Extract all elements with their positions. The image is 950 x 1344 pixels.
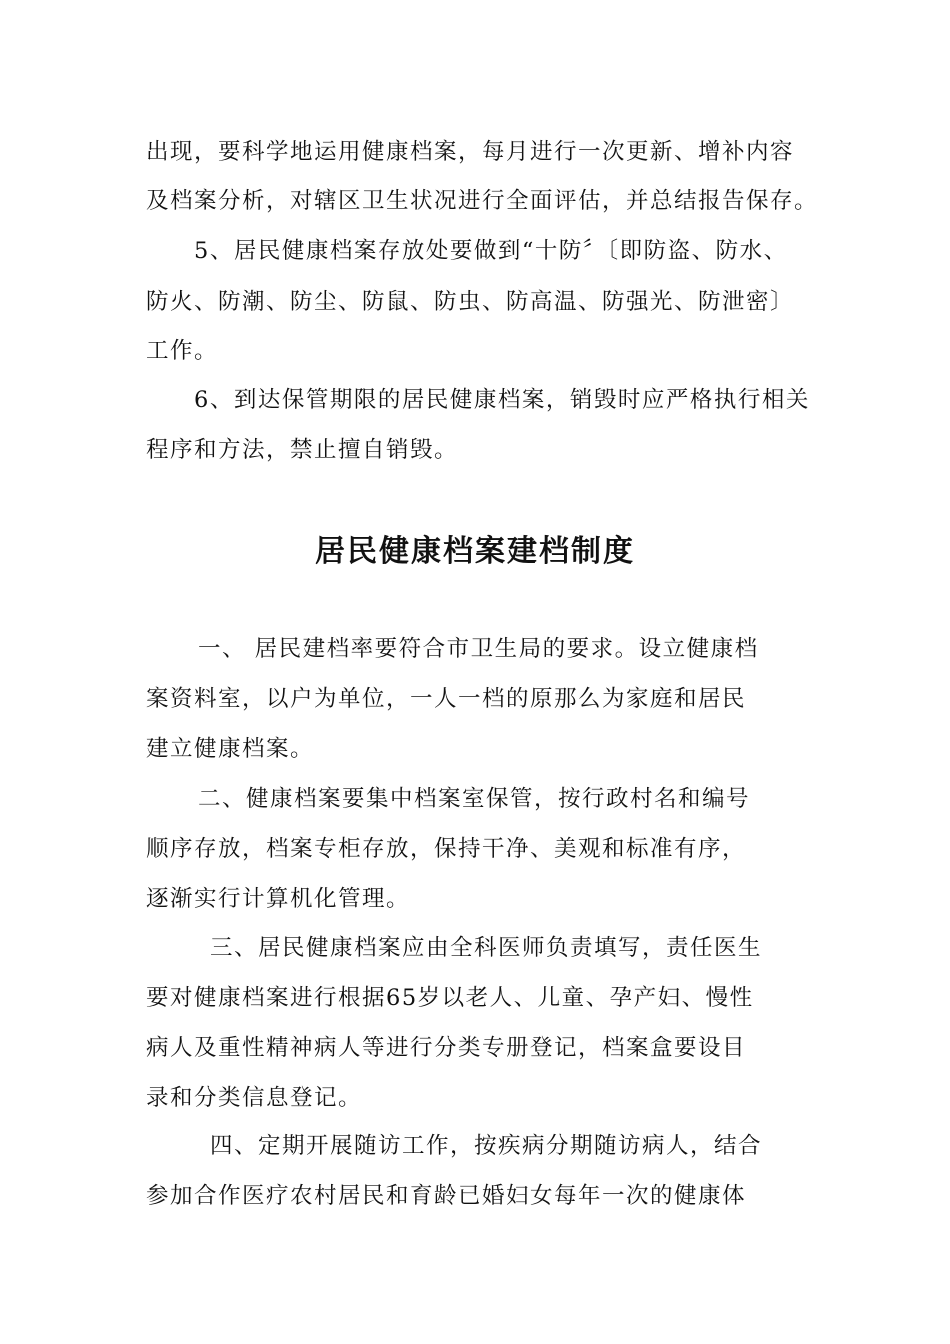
paragraph-line: 一、 居民建档率要符合市卫生局的要求。设立健康档 (198, 636, 759, 662)
paragraph-line: 出现，要科学地运用健康档案，每月进行一次更新、增补内容 (146, 139, 795, 165)
paragraph-line: 二、健康档案要集中档案室保管，按行政村名和编号 (198, 786, 751, 812)
paragraph-line: 参加合作医疗农村居民和育龄已婚妇女每年一次的健康体 (146, 1183, 747, 1209)
paragraph-line: 要对健康档案进行根据65岁以老人、儿童、孕产妇、慢性 (146, 985, 754, 1011)
paragraph-line: 工作。 (146, 338, 219, 364)
paragraph-line: 顺序存放，档案专柜存放，保持干净、美观和标准有序， (146, 836, 747, 862)
paragraph-line: 6、到达保管期限的居民健康档案，销毁时应严格执行相关 (194, 387, 810, 413)
paragraph-line: 5、居民健康档案存放处要做到“十防〞〔即防盗、防水、 (194, 238, 788, 264)
paragraph-line: 病人及重性精神病人等进行分类专册登记，档案盒要设目 (146, 1035, 747, 1061)
paragraph-line: 案资料室，以户为单位，一人一档的原那么为家庭和居民 (146, 686, 747, 712)
paragraph-line: 四、定期开展随访工作，按疾病分期随访病人，结合 (210, 1133, 763, 1159)
paragraph-line: 防火、防潮、防尘、防鼠、防虫、防高温、防强光、防泄密〕 (146, 289, 795, 315)
paragraph-line: 逐渐实行计算机化管理。 (146, 886, 411, 912)
paragraph-line: 三、居民健康档案应由全科医师负责填写，责任医生 (210, 935, 763, 961)
section-title: 居民健康档案建档制度 (315, 534, 635, 569)
paragraph-line: 录和分类信息登记。 (146, 1085, 363, 1111)
paragraph-line: 程序和方法，禁止擅自销毁。 (146, 437, 459, 463)
paragraph-line: 及档案分析，对辖区卫生状况进行全面评估，并总结报告保存。 (146, 188, 819, 214)
paragraph-line: 建立健康档案。 (146, 736, 315, 762)
